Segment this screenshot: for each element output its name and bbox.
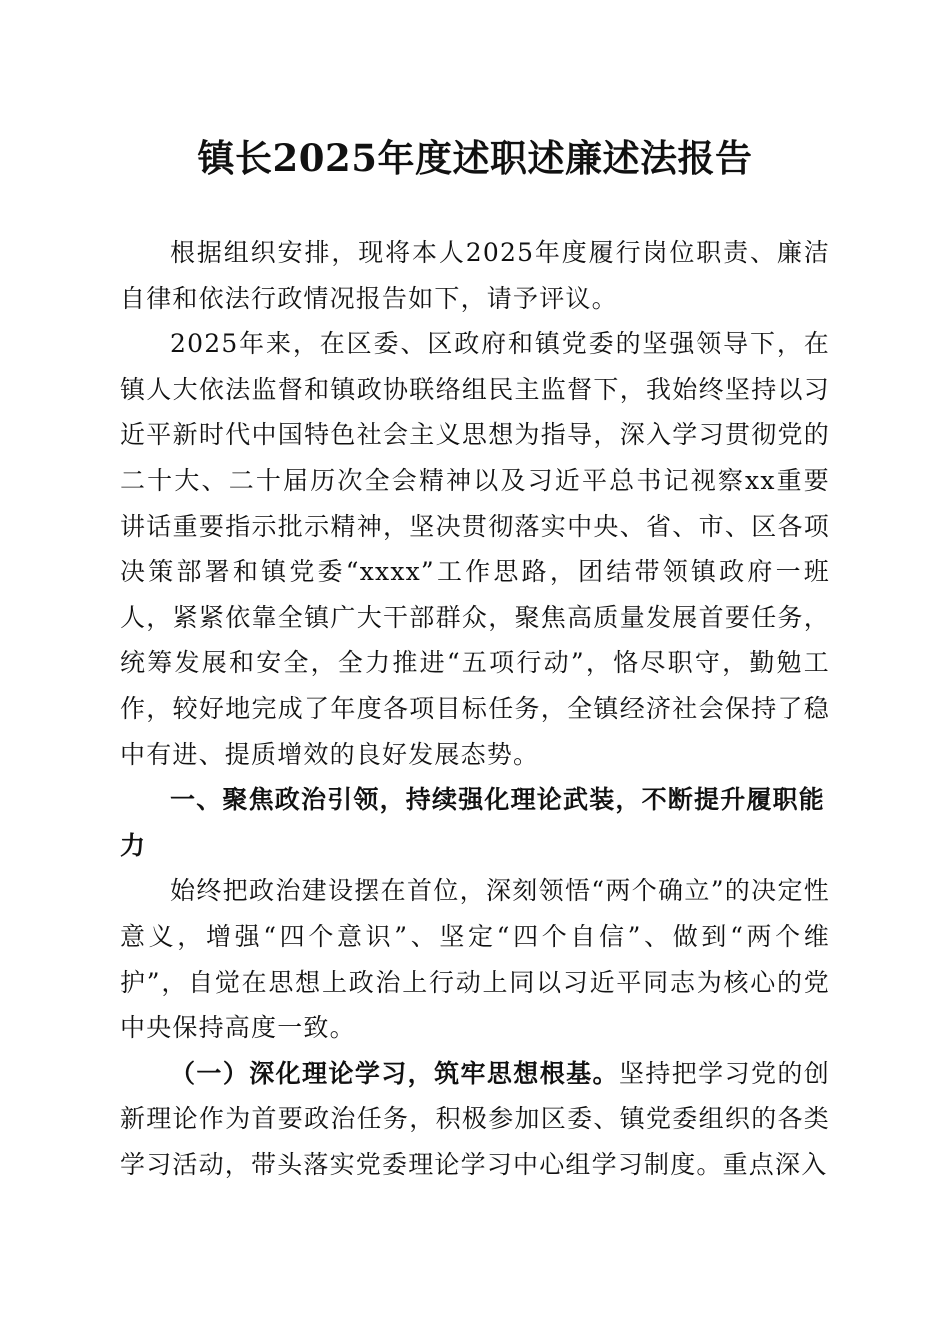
document-body [120, 230, 830, 1187]
overview-paragraph: 2025年来，在区委、区政府和镇党委的坚强领导下，在镇人大依法监督和镇政协联络组民主监督下，我始终坚持以习近平新时代中国特色社会主义思想为指导，深入学习贯彻党的二十大、二十届历次全会精神以及习近平总书记视察xx重要讲话重要指示批示精神，坚决贯彻落实中央、省、市、区各项决策部署和镇党委“xxxx”工作思路，团结带领镇政府一班人，紧紧依靠全镇广大干部群众，聚焦高质量发展首要任务，统筹发展和安全，全力推进“五项行动”，恪尽职守，勤勉工作，较好地完成了年度各项目标任务，全镇经济社会保持了稳中有进、提质增效的良好发展态势。 [120, 329, 830, 769]
section-1-intro-paragraph: 始终把政治建设摆在首位，深刻领悟“两个确立”的决定性意义，增强“四个意识”、坚定“四个自信”、做到“两个维护”，自觉在思想上政治上行动上同以习近平同志为核心的党中央保持高度一致。 [120, 876, 830, 1043]
section-heading-1: 一、聚焦政治引领，持续强化理论武装，不断提升履职能力 [120, 785, 826, 860]
intro-paragraph: 根据组织安排，现将本人2025年度履行岗位职责、廉洁自律和依法行政情况报告如下，请予评议。 [120, 238, 830, 313]
document-title: 镇长2025年度述职述廉述法报告 [197, 136, 753, 180]
subsection-1-text: 坚持把学习党的创新理论作为首要政治任务，积极参加区委、镇党委组织的各类学习活动，带头落实党委理论学习中心组学习制度。重点深入 [120, 1058, 830, 1179]
subsection-1-paragraph [120, 1051, 830, 1188]
subsection-1-lead: （一）深化理论学习，筑牢思想根基。 [170, 1058, 619, 1088]
